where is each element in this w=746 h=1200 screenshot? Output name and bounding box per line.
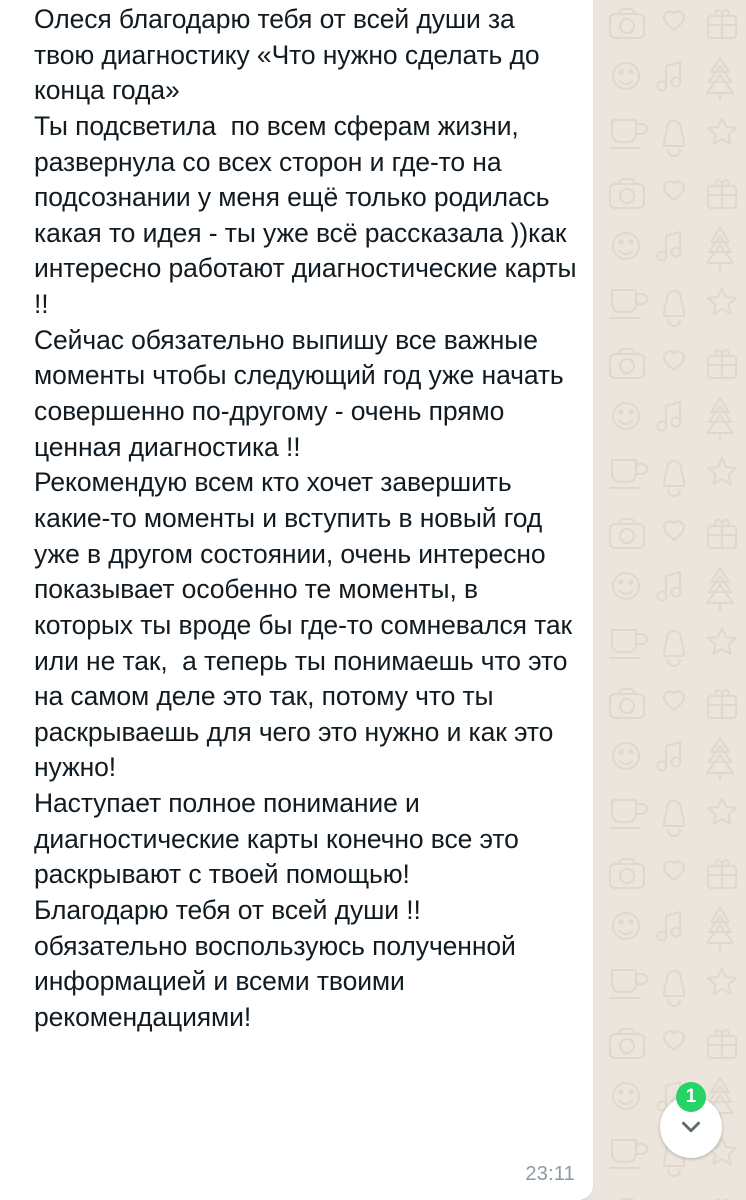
- message-timestamp: 23:11: [525, 1163, 575, 1185]
- scroll-to-bottom-button[interactable]: [660, 1086, 722, 1158]
- chevron-down-icon: [676, 1112, 706, 1142]
- scrollbar-track[interactable]: [742, 0, 745, 1200]
- unread-count-badge: 1: [676, 1082, 706, 1112]
- message-meta: [525, 1163, 575, 1186]
- message-text: Олеся благодарю тебя от всей души за твою диагностику «Что нужно сделать до конца года» Ты подсветила по всем сферам жизни, развернула со всех сторон и где-то на подсознании у меня ещё только родилась какая то идея - ты уже всё рассказала ))как интересно работают диагностические карты !! Сейчас обязательно выпишу все важные моменты чтобы следующий год уже начать совершенно по-другому - очень прямо ценная диагностика !! Рекомендую всем кто хочет завершить какие-то моменты и вступить в новый год уже в другом состоянии, очень интересно показывает особенно те моменты, в которых ты вроде бы где-то сомневался так или не так, а теперь ты понимаешь что это на самом деле это так, потому что ты раскрываешь для чего это нужно и как это нужно! Наступает полное понимание и диагностические карты конечно все это раскрывают с твоей помощью! Благодарю тебя от всей души !! обязательно воспользуюсь полученной информацией и всеми твоими рекомендациями!: [34, 4, 577, 1032]
